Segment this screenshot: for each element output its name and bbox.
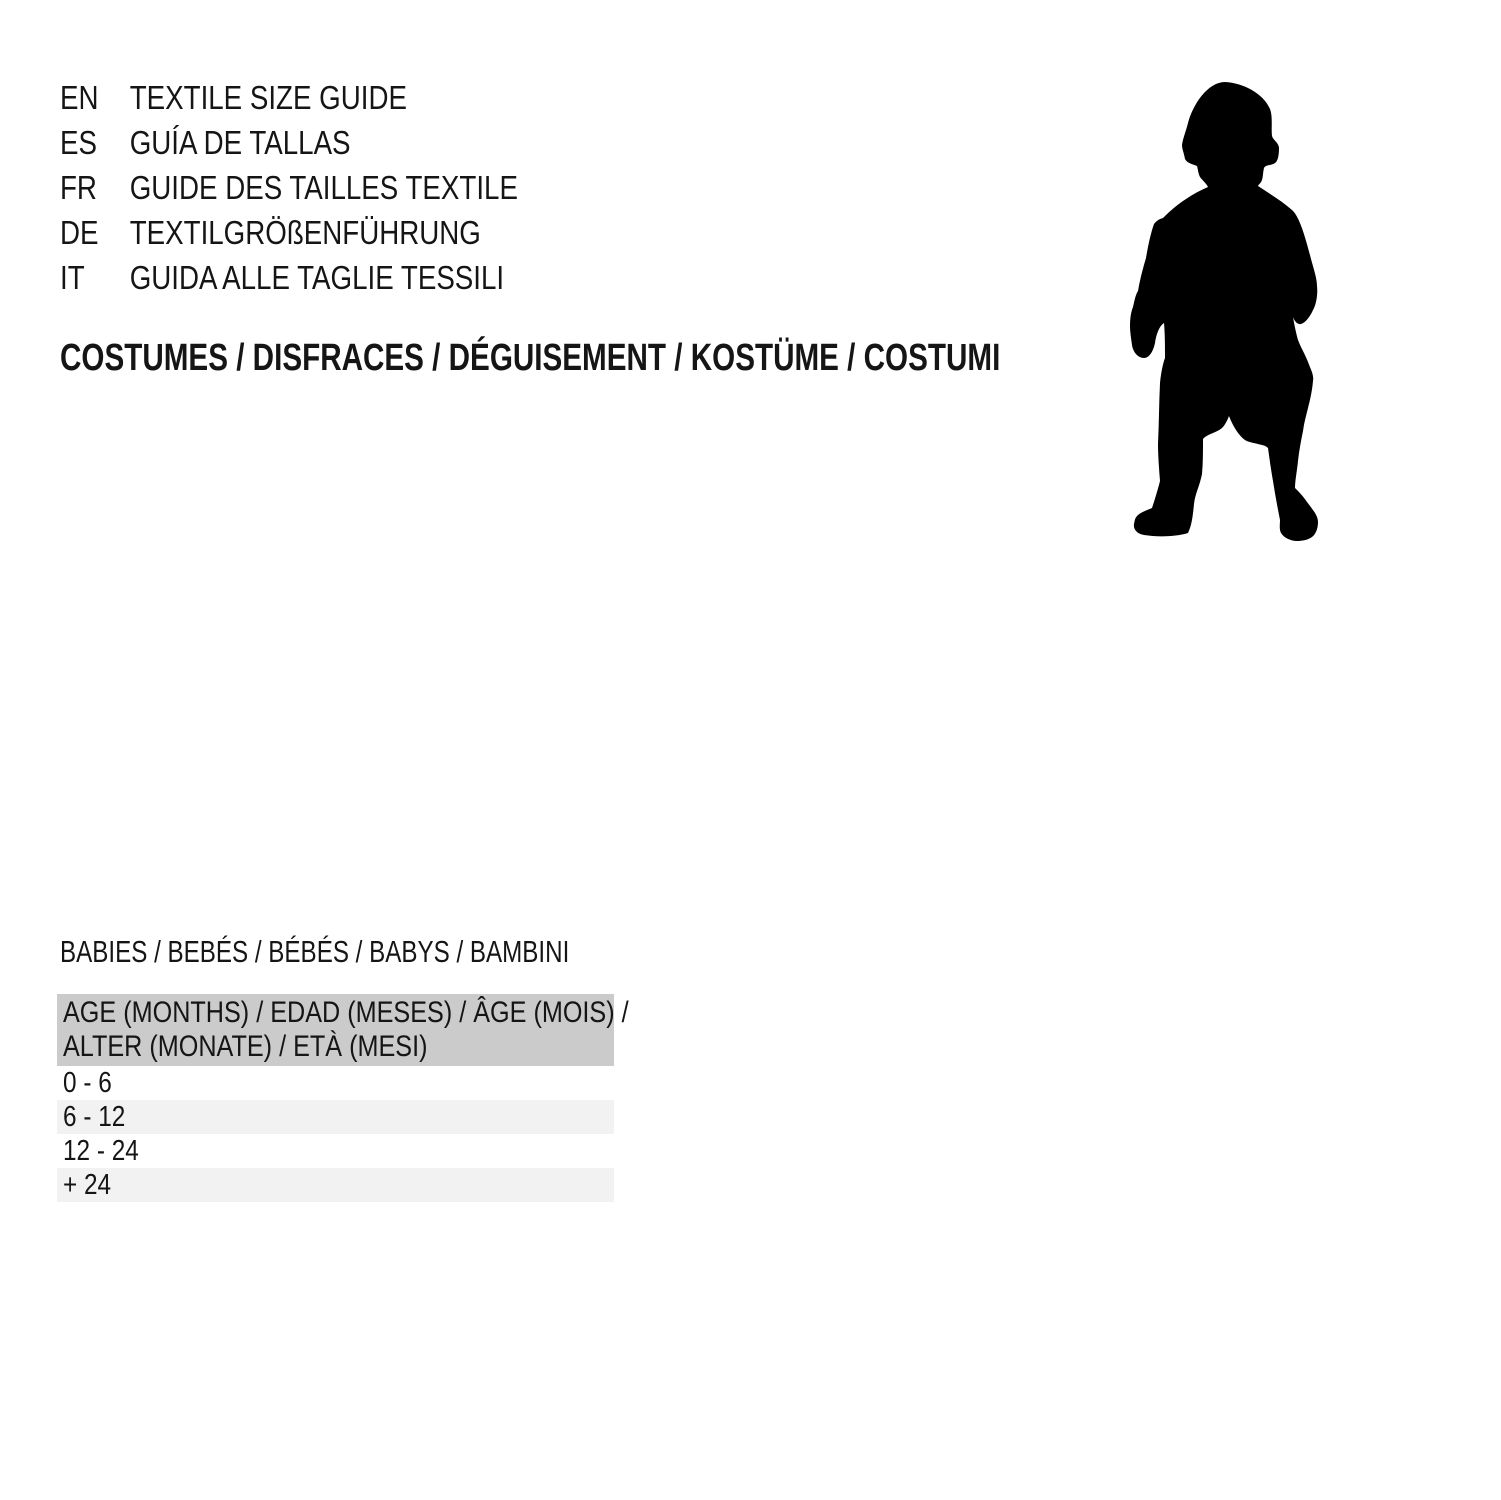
language-title: GUIDE DES TAILLES TEXTILE	[129, 169, 518, 206]
age-table-header-line	[63, 996, 629, 1030]
list-item	[60, 75, 518, 120]
list-item	[60, 210, 518, 255]
list-item	[60, 120, 518, 165]
baby-silhouette-icon	[1130, 82, 1345, 545]
list-item	[60, 255, 518, 300]
age-table-header-text: AGE (MONTHS) / EDAD (MESES) / ÂGE (MOIS) /	[63, 996, 629, 1029]
language-code: EN	[60, 79, 99, 116]
age-table-header	[57, 994, 629, 1066]
language-title: TEXTILE SIZE GUIDE	[129, 79, 407, 116]
age-range-value: 6 - 12	[63, 1101, 126, 1133]
age-table-rows	[57, 1066, 614, 1202]
section-title-babies: BABIES / BEBÉS / BÉBÉS / BABYS / BAMBINI	[60, 934, 570, 969]
category-line: COSTUMES / DISFRACES / DÉGUISEMENT / KOSTÜME / COSTUMI	[60, 337, 1001, 379]
language-code: ES	[60, 124, 97, 161]
language-code: DE	[60, 214, 99, 251]
table-row	[57, 1066, 614, 1100]
language-code: IT	[60, 259, 85, 296]
table-row	[57, 1100, 614, 1134]
table-row	[57, 1168, 614, 1202]
language-title-list	[60, 75, 605, 300]
list-item	[60, 165, 518, 210]
language-title: GUIDA ALLE TAGLIE TESSILI	[129, 259, 505, 296]
age-table-header-line	[63, 1030, 614, 1064]
age-table-header-text: ALTER (MONATE) / ETÀ (MESI)	[63, 1030, 428, 1063]
age-range-value: + 24	[63, 1169, 112, 1201]
language-code: FR	[60, 169, 97, 206]
age-size-table	[57, 994, 629, 1202]
age-range-value: 0 - 6	[63, 1067, 112, 1099]
age-range-value: 12 - 24	[63, 1135, 139, 1167]
language-title: GUÍA DE TALLAS	[129, 124, 351, 161]
language-title: TEXTILGRÖßENFÜHRUNG	[129, 214, 481, 251]
table-row	[57, 1134, 614, 1168]
